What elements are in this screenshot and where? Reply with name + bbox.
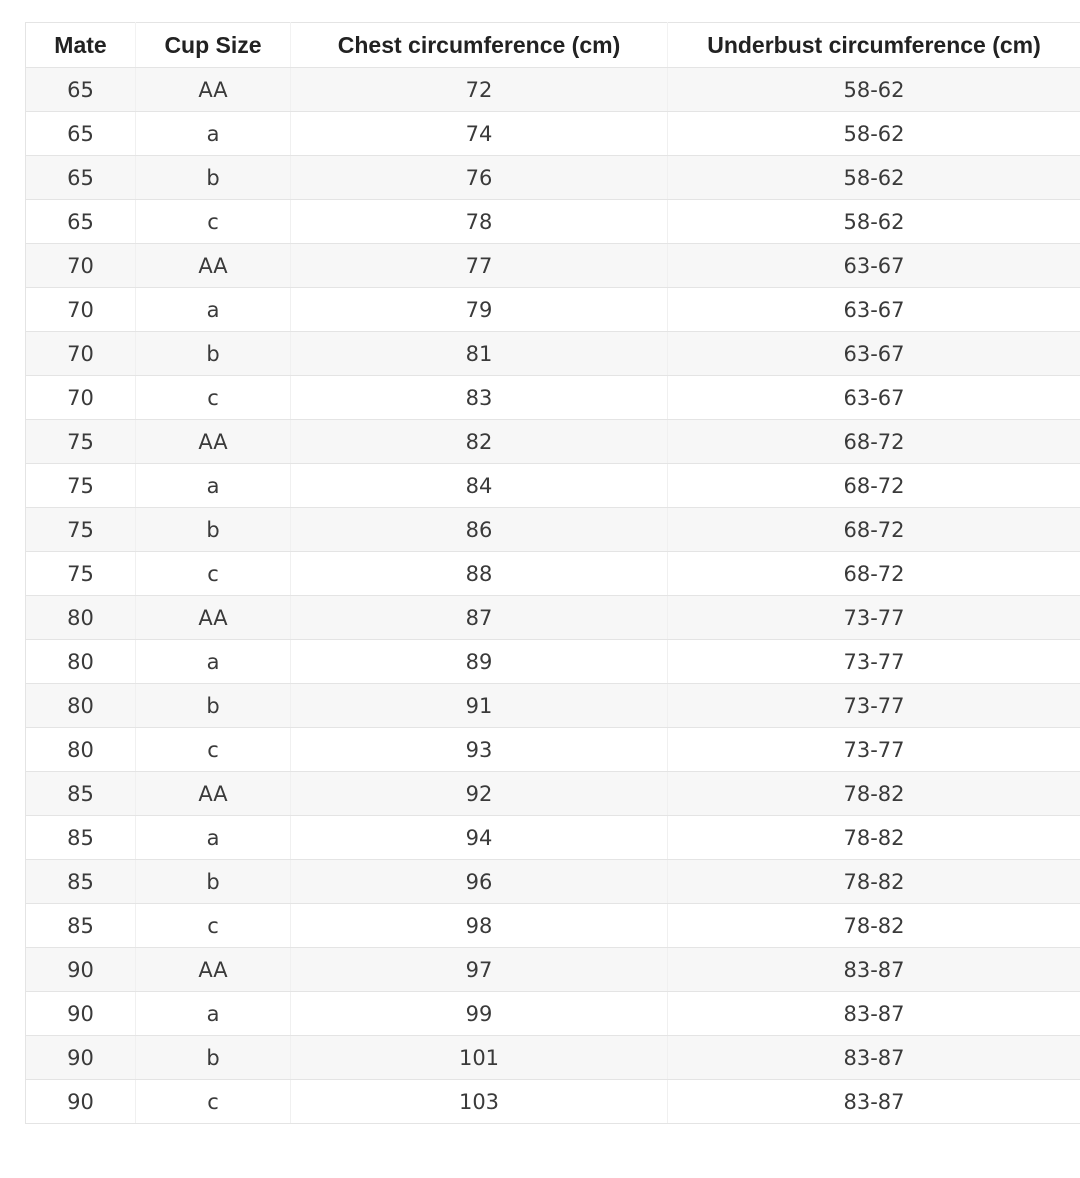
table-row (26, 948, 1080, 992)
underbust-circumference-cell: 83-87 (668, 1036, 1080, 1080)
underbust-circumference-cell: 68-72 (668, 420, 1080, 464)
band-size-cell: 70 (26, 288, 136, 332)
chest-circumference-cell: 92 (291, 772, 668, 816)
cup-size-cell: b (136, 508, 291, 552)
cup-size-cell: a (136, 816, 291, 860)
underbust-circumference-cell: 68-72 (668, 464, 1080, 508)
chest-circumference-cell: 83 (291, 376, 668, 420)
chest-circumference-cell: 79 (291, 288, 668, 332)
chest-circumference-cell: 94 (291, 816, 668, 860)
band-size-cell: 85 (26, 860, 136, 904)
band-size-cell: 65 (26, 200, 136, 244)
underbust-circumference-cell: 78-82 (668, 816, 1080, 860)
table-row (26, 684, 1080, 728)
underbust-circumference-cell: 63-67 (668, 288, 1080, 332)
band-size-cell: 80 (26, 684, 136, 728)
band-size-cell: 85 (26, 816, 136, 860)
chest-circumference-cell: 96 (291, 860, 668, 904)
table-row (26, 244, 1080, 288)
table-row (26, 552, 1080, 596)
table-row (26, 288, 1080, 332)
band-size-cell: 65 (26, 156, 136, 200)
chest-circumference-cell: 77 (291, 244, 668, 288)
cup-size-cell: AA (136, 948, 291, 992)
chest-circumference-cell: 93 (291, 728, 668, 772)
chest-circumference-cell: 82 (291, 420, 668, 464)
underbust-circumference-cell: 83-87 (668, 1080, 1080, 1124)
band-size-cell: 70 (26, 332, 136, 376)
table-row (26, 156, 1080, 200)
underbust-circumference-cell: 63-67 (668, 376, 1080, 420)
underbust-circumference-cell: 68-72 (668, 552, 1080, 596)
cup-size-cell: c (136, 552, 291, 596)
cup-size-cell: AA (136, 68, 291, 112)
chest-circumference-cell: 101 (291, 1036, 668, 1080)
cup-size-cell: AA (136, 596, 291, 640)
underbust-circumference-cell: 83-87 (668, 992, 1080, 1036)
chest-circumference-cell: 78 (291, 200, 668, 244)
band-size-cell: 90 (26, 992, 136, 1036)
table-row (26, 508, 1080, 552)
header-chest-circumference: Chest circumference (cm) (291, 23, 668, 68)
cup-size-cell: b (136, 860, 291, 904)
chest-circumference-cell: 103 (291, 1080, 668, 1124)
table-row (26, 596, 1080, 640)
chest-circumference-cell: 99 (291, 992, 668, 1036)
cup-size-cell: a (136, 112, 291, 156)
band-size-cell: 90 (26, 948, 136, 992)
band-size-cell: 75 (26, 464, 136, 508)
underbust-circumference-cell: 73-77 (668, 728, 1080, 772)
cup-size-cell: c (136, 1080, 291, 1124)
chest-circumference-cell: 98 (291, 904, 668, 948)
table-row (26, 772, 1080, 816)
table-row (26, 420, 1080, 464)
chest-circumference-cell: 87 (291, 596, 668, 640)
chest-circumference-cell: 88 (291, 552, 668, 596)
table-row (26, 860, 1080, 904)
table-row (26, 464, 1080, 508)
chest-circumference-cell: 81 (291, 332, 668, 376)
cup-size-cell: a (136, 464, 291, 508)
underbust-circumference-cell: 58-62 (668, 200, 1080, 244)
underbust-circumference-cell: 78-82 (668, 772, 1080, 816)
band-size-cell: 70 (26, 376, 136, 420)
underbust-circumference-cell: 63-67 (668, 332, 1080, 376)
cup-size-cell: c (136, 728, 291, 772)
cup-size-cell: a (136, 640, 291, 684)
band-size-cell: 90 (26, 1036, 136, 1080)
band-size-cell: 75 (26, 552, 136, 596)
underbust-circumference-cell: 58-62 (668, 68, 1080, 112)
cup-size-cell: a (136, 288, 291, 332)
header-row (26, 23, 1080, 68)
cup-size-cell: AA (136, 772, 291, 816)
band-size-cell: 80 (26, 640, 136, 684)
size-chart-table (25, 22, 1080, 1124)
band-size-cell: 75 (26, 420, 136, 464)
cup-size-cell: c (136, 904, 291, 948)
underbust-circumference-cell: 78-82 (668, 860, 1080, 904)
chest-circumference-cell: 84 (291, 464, 668, 508)
cup-size-cell: b (136, 1036, 291, 1080)
cup-size-cell: c (136, 376, 291, 420)
chest-circumference-cell: 86 (291, 508, 668, 552)
band-size-cell: 70 (26, 244, 136, 288)
table-body (26, 68, 1080, 1124)
band-size-cell: 75 (26, 508, 136, 552)
chest-circumference-cell: 72 (291, 68, 668, 112)
underbust-circumference-cell: 58-62 (668, 112, 1080, 156)
table-row (26, 992, 1080, 1036)
table-row (26, 1036, 1080, 1080)
cup-size-cell: b (136, 156, 291, 200)
band-size-cell: 80 (26, 728, 136, 772)
table-row (26, 68, 1080, 112)
band-size-cell: 90 (26, 1080, 136, 1124)
cup-size-cell: b (136, 332, 291, 376)
underbust-circumference-cell: 73-77 (668, 684, 1080, 728)
header-mate: Mate (26, 23, 136, 68)
band-size-cell: 85 (26, 904, 136, 948)
underbust-circumference-cell: 58-62 (668, 156, 1080, 200)
header-cup-size: Cup Size (136, 23, 291, 68)
underbust-circumference-cell: 68-72 (668, 508, 1080, 552)
chest-circumference-cell: 76 (291, 156, 668, 200)
chest-circumference-cell: 97 (291, 948, 668, 992)
underbust-circumference-cell: 73-77 (668, 596, 1080, 640)
band-size-cell: 80 (26, 596, 136, 640)
table-row (26, 376, 1080, 420)
table-row (26, 332, 1080, 376)
underbust-circumference-cell: 78-82 (668, 904, 1080, 948)
band-size-cell: 65 (26, 112, 136, 156)
cup-size-cell: AA (136, 244, 291, 288)
table-row (26, 112, 1080, 156)
chest-circumference-cell: 91 (291, 684, 668, 728)
underbust-circumference-cell: 83-87 (668, 948, 1080, 992)
table-row (26, 728, 1080, 772)
cup-size-cell: c (136, 200, 291, 244)
table-header (26, 23, 1080, 68)
chest-circumference-cell: 89 (291, 640, 668, 684)
band-size-cell: 65 (26, 68, 136, 112)
cup-size-cell: b (136, 684, 291, 728)
underbust-circumference-cell: 63-67 (668, 244, 1080, 288)
table-row (26, 816, 1080, 860)
cup-size-cell: a (136, 992, 291, 1036)
table-row (26, 200, 1080, 244)
header-underbust-circumference: Underbust circumference (cm) (668, 23, 1080, 68)
underbust-circumference-cell: 73-77 (668, 640, 1080, 684)
chest-circumference-cell: 74 (291, 112, 668, 156)
table-row (26, 904, 1080, 948)
table-row (26, 1080, 1080, 1124)
table-row (26, 640, 1080, 684)
band-size-cell: 85 (26, 772, 136, 816)
cup-size-cell: AA (136, 420, 291, 464)
